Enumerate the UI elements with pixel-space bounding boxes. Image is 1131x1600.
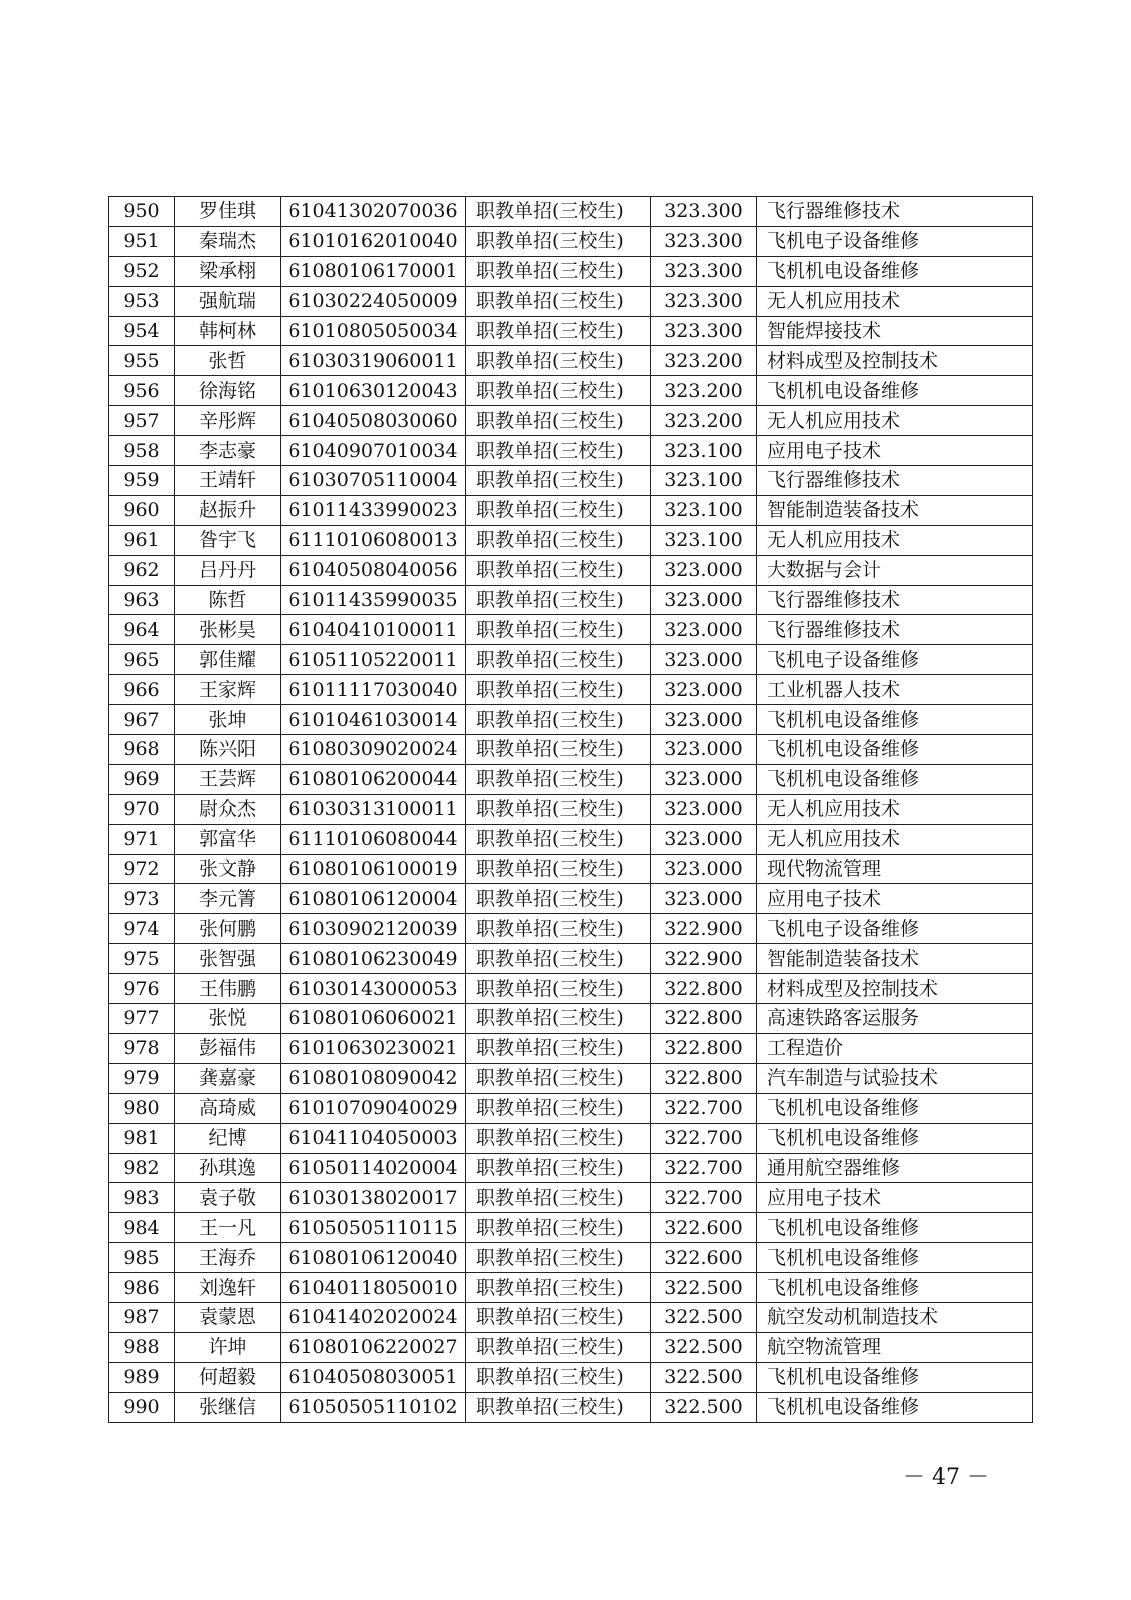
admission-type-cell: 职教单招(三校生) xyxy=(466,256,651,286)
exam-id-cell: 61010805050034 xyxy=(281,316,466,346)
student-name-cell: 李元箐 xyxy=(175,884,281,914)
score-cell: 323.000 xyxy=(651,764,757,794)
major-cell: 应用电子技术 xyxy=(757,1183,1033,1213)
exam-id-cell: 61010709040029 xyxy=(281,1093,466,1123)
score-cell: 323.300 xyxy=(651,197,757,227)
table-row xyxy=(109,525,1033,555)
score-cell: 323.200 xyxy=(651,406,757,436)
score-cell: 323.300 xyxy=(651,226,757,256)
exam-id-cell: 61040508040056 xyxy=(281,555,466,585)
student-name-cell: 郭富华 xyxy=(175,824,281,854)
admission-type-cell: 职教单招(三校生) xyxy=(466,1183,651,1213)
score-cell: 322.700 xyxy=(651,1093,757,1123)
student-name-cell: 袁子敬 xyxy=(175,1183,281,1213)
table-row xyxy=(109,585,1033,615)
table-row xyxy=(109,316,1033,346)
row-number-cell: 969 xyxy=(109,764,175,794)
table-row xyxy=(109,1332,1033,1362)
exam-id-cell: 61011117030040 xyxy=(281,675,466,705)
exam-id-cell: 61041302070036 xyxy=(281,197,466,227)
table-row xyxy=(109,735,1033,765)
admission-type-cell: 职教单招(三校生) xyxy=(466,764,651,794)
table-row xyxy=(109,1033,1033,1063)
score-cell: 323.000 xyxy=(651,675,757,705)
table-row xyxy=(109,615,1033,645)
table-row xyxy=(109,1063,1033,1093)
row-number-cell: 953 xyxy=(109,286,175,316)
exam-id-cell: 61030313100011 xyxy=(281,794,466,824)
row-number-cell: 952 xyxy=(109,256,175,286)
score-cell: 323.000 xyxy=(651,705,757,735)
student-name-cell: 罗佳琪 xyxy=(175,197,281,227)
student-name-cell: 张彬昊 xyxy=(175,615,281,645)
admission-type-cell: 职教单招(三校生) xyxy=(466,346,651,376)
table-row xyxy=(109,1392,1033,1422)
admission-type-cell: 职教单招(三校生) xyxy=(466,1362,651,1392)
table-row xyxy=(109,197,1033,227)
table-row xyxy=(109,1273,1033,1303)
student-name-cell: 王海乔 xyxy=(175,1243,281,1273)
admission-type-cell: 职教单招(三校生) xyxy=(466,585,651,615)
table-row xyxy=(109,1004,1033,1034)
row-number-cell: 960 xyxy=(109,495,175,525)
admission-type-cell: 职教单招(三校生) xyxy=(466,675,651,705)
major-cell: 工业机器人技术 xyxy=(757,675,1033,705)
row-number-cell: 958 xyxy=(109,436,175,466)
row-number-cell: 968 xyxy=(109,735,175,765)
exam-id-cell: 61051105220011 xyxy=(281,645,466,675)
exam-id-cell: 61080106220027 xyxy=(281,1332,466,1362)
student-name-cell: 纪博 xyxy=(175,1123,281,1153)
exam-id-cell: 61080106230049 xyxy=(281,944,466,974)
admission-type-cell: 职教单招(三校生) xyxy=(466,1004,651,1034)
student-name-cell: 王伟鹏 xyxy=(175,974,281,1004)
row-number-cell: 971 xyxy=(109,824,175,854)
admission-type-cell: 职教单招(三校生) xyxy=(466,495,651,525)
table-row xyxy=(109,226,1033,256)
major-cell: 飞机电子设备维修 xyxy=(757,645,1033,675)
score-cell: 323.200 xyxy=(651,376,757,406)
table-row xyxy=(109,914,1033,944)
major-cell: 飞机机电设备维修 xyxy=(757,1213,1033,1243)
table-row xyxy=(109,256,1033,286)
row-number-cell: 961 xyxy=(109,525,175,555)
major-cell: 飞行器维修技术 xyxy=(757,466,1033,496)
row-number-cell: 985 xyxy=(109,1243,175,1273)
admission-type-cell: 职教单招(三校生) xyxy=(466,705,651,735)
score-cell: 323.000 xyxy=(651,884,757,914)
student-name-cell: 张坤 xyxy=(175,705,281,735)
exam-id-cell: 61011435990035 xyxy=(281,585,466,615)
student-name-cell: 刘逸轩 xyxy=(175,1273,281,1303)
major-cell: 材料成型及控制技术 xyxy=(757,346,1033,376)
row-number-cell: 987 xyxy=(109,1302,175,1332)
student-name-cell: 何超毅 xyxy=(175,1362,281,1392)
student-name-cell: 秦瑞杰 xyxy=(175,226,281,256)
row-number-cell: 962 xyxy=(109,555,175,585)
score-cell: 322.500 xyxy=(651,1302,757,1332)
major-cell: 飞机机电设备维修 xyxy=(757,1392,1033,1422)
table-row xyxy=(109,645,1033,675)
admission-type-cell: 职教单招(三校生) xyxy=(466,1153,651,1183)
table-row xyxy=(109,495,1033,525)
major-cell: 材料成型及控制技术 xyxy=(757,974,1033,1004)
major-cell: 无人机应用技术 xyxy=(757,794,1033,824)
table-row xyxy=(109,466,1033,496)
major-cell: 智能制造装备技术 xyxy=(757,944,1033,974)
student-name-cell: 王家辉 xyxy=(175,675,281,705)
admission-type-cell: 职教单招(三校生) xyxy=(466,794,651,824)
major-cell: 航空物流管理 xyxy=(757,1332,1033,1362)
major-cell: 飞机机电设备维修 xyxy=(757,705,1033,735)
student-name-cell: 陈哲 xyxy=(175,585,281,615)
admission-type-cell: 职教单招(三校生) xyxy=(466,974,651,1004)
exam-id-cell: 61030138020017 xyxy=(281,1183,466,1213)
table-row xyxy=(109,854,1033,884)
row-number-cell: 951 xyxy=(109,226,175,256)
admission-type-cell: 职教单招(三校生) xyxy=(466,914,651,944)
exam-id-cell: 61080106120004 xyxy=(281,884,466,914)
row-number-cell: 989 xyxy=(109,1362,175,1392)
major-cell: 飞机电子设备维修 xyxy=(757,914,1033,944)
score-cell: 323.000 xyxy=(651,854,757,884)
score-cell: 322.500 xyxy=(651,1332,757,1362)
student-name-cell: 韩柯林 xyxy=(175,316,281,346)
row-number-cell: 982 xyxy=(109,1153,175,1183)
student-name-cell: 李志豪 xyxy=(175,436,281,466)
admission-type-cell: 职教单招(三校生) xyxy=(466,884,651,914)
row-number-cell: 990 xyxy=(109,1392,175,1422)
major-cell: 航空发动机制造技术 xyxy=(757,1302,1033,1332)
admission-type-cell: 职教单招(三校生) xyxy=(466,1123,651,1153)
major-cell: 飞机机电设备维修 xyxy=(757,1243,1033,1273)
row-number-cell: 966 xyxy=(109,675,175,705)
exam-id-cell: 61030705110004 xyxy=(281,466,466,496)
student-name-cell: 尉众杰 xyxy=(175,794,281,824)
admission-type-cell: 职教单招(三校生) xyxy=(466,1243,651,1273)
student-name-cell: 王芸辉 xyxy=(175,764,281,794)
exam-id-cell: 61080108090042 xyxy=(281,1063,466,1093)
table-row xyxy=(109,1302,1033,1332)
student-name-cell: 彭福伟 xyxy=(175,1033,281,1063)
major-cell: 工程造价 xyxy=(757,1033,1033,1063)
admission-type-cell: 职教单招(三校生) xyxy=(466,376,651,406)
exam-id-cell: 61030143000053 xyxy=(281,974,466,1004)
admission-type-cell: 职教单招(三校生) xyxy=(466,525,651,555)
row-number-cell: 957 xyxy=(109,406,175,436)
row-number-cell: 983 xyxy=(109,1183,175,1213)
score-cell: 322.700 xyxy=(651,1153,757,1183)
score-cell: 322.500 xyxy=(651,1392,757,1422)
row-number-cell: 979 xyxy=(109,1063,175,1093)
major-cell: 飞行器维修技术 xyxy=(757,197,1033,227)
row-number-cell: 955 xyxy=(109,346,175,376)
table-row xyxy=(109,436,1033,466)
student-name-cell: 张文静 xyxy=(175,854,281,884)
row-number-cell: 954 xyxy=(109,316,175,346)
row-number-cell: 959 xyxy=(109,466,175,496)
admission-type-cell: 职教单招(三校生) xyxy=(466,406,651,436)
table-row xyxy=(109,286,1033,316)
score-cell: 322.600 xyxy=(651,1243,757,1273)
table-row xyxy=(109,764,1033,794)
exam-id-cell: 61050114020004 xyxy=(281,1153,466,1183)
student-name-cell: 徐海铭 xyxy=(175,376,281,406)
major-cell: 大数据与会计 xyxy=(757,555,1033,585)
student-name-cell: 吕丹丹 xyxy=(175,555,281,585)
page-number: － 47 － xyxy=(903,1465,989,1490)
row-number-cell: 956 xyxy=(109,376,175,406)
major-cell: 无人机应用技术 xyxy=(757,824,1033,854)
admission-type-cell: 职教单招(三校生) xyxy=(466,1033,651,1063)
row-number-cell: 973 xyxy=(109,884,175,914)
major-cell: 现代物流管理 xyxy=(757,854,1033,884)
table-row xyxy=(109,1093,1033,1123)
major-cell: 智能焊接技术 xyxy=(757,316,1033,346)
exam-id-cell: 61010461030014 xyxy=(281,705,466,735)
exam-id-cell: 61030224050009 xyxy=(281,286,466,316)
major-cell: 通用航空器维修 xyxy=(757,1153,1033,1183)
student-name-cell: 高琦威 xyxy=(175,1093,281,1123)
admission-type-cell: 职教单招(三校生) xyxy=(466,735,651,765)
major-cell: 飞机机电设备维修 xyxy=(757,1362,1033,1392)
score-cell: 323.300 xyxy=(651,256,757,286)
table-row xyxy=(109,376,1033,406)
exam-id-cell: 61041104050003 xyxy=(281,1123,466,1153)
score-cell: 323.200 xyxy=(651,346,757,376)
student-name-cell: 张悦 xyxy=(175,1004,281,1034)
admission-type-cell: 职教单招(三校生) xyxy=(466,555,651,585)
row-number-cell: 965 xyxy=(109,645,175,675)
admission-type-cell: 职教单招(三校生) xyxy=(466,1213,651,1243)
admission-type-cell: 职教单招(三校生) xyxy=(466,944,651,974)
student-name-cell: 昝宇飞 xyxy=(175,525,281,555)
score-cell: 322.800 xyxy=(651,974,757,1004)
exam-id-cell: 61080106200044 xyxy=(281,764,466,794)
score-cell: 322.900 xyxy=(651,914,757,944)
admission-type-cell: 职教单招(三校生) xyxy=(466,466,651,496)
student-name-cell: 郭佳耀 xyxy=(175,645,281,675)
student-name-cell: 张智强 xyxy=(175,944,281,974)
score-cell: 323.000 xyxy=(651,824,757,854)
score-cell: 323.000 xyxy=(651,555,757,585)
score-cell: 323.000 xyxy=(651,645,757,675)
admission-type-cell: 职教单招(三校生) xyxy=(466,1063,651,1093)
student-name-cell: 张哲 xyxy=(175,346,281,376)
row-number-cell: 970 xyxy=(109,794,175,824)
exam-id-cell: 61030319060011 xyxy=(281,346,466,376)
table-row xyxy=(109,406,1033,436)
table-row xyxy=(109,824,1033,854)
score-cell: 323.000 xyxy=(651,585,757,615)
table-row xyxy=(109,794,1033,824)
exam-id-cell: 61040907010034 xyxy=(281,436,466,466)
exam-id-cell: 61010162010040 xyxy=(281,226,466,256)
row-number-cell: 986 xyxy=(109,1273,175,1303)
student-name-cell: 强航瑞 xyxy=(175,286,281,316)
exam-id-cell: 61080106060021 xyxy=(281,1004,466,1034)
exam-id-cell: 61010630120043 xyxy=(281,376,466,406)
student-name-cell: 袁蒙恩 xyxy=(175,1302,281,1332)
student-name-cell: 梁承栩 xyxy=(175,256,281,286)
admission-type-cell: 职教单招(三校生) xyxy=(466,1273,651,1303)
major-cell: 飞机机电设备维修 xyxy=(757,1093,1033,1123)
row-number-cell: 981 xyxy=(109,1123,175,1153)
score-cell: 322.800 xyxy=(651,1063,757,1093)
score-cell: 323.000 xyxy=(651,735,757,765)
admission-type-cell: 职教单招(三校生) xyxy=(466,197,651,227)
exam-id-cell: 61040118050010 xyxy=(281,1273,466,1303)
major-cell: 智能制造装备技术 xyxy=(757,495,1033,525)
exam-id-cell: 61110106080044 xyxy=(281,824,466,854)
row-number-cell: 980 xyxy=(109,1093,175,1123)
table-row xyxy=(109,1213,1033,1243)
table-row xyxy=(109,1362,1033,1392)
row-number-cell: 974 xyxy=(109,914,175,944)
student-name-cell: 王一凡 xyxy=(175,1213,281,1243)
row-number-cell: 977 xyxy=(109,1004,175,1034)
score-cell: 323.100 xyxy=(651,466,757,496)
student-name-cell: 赵振升 xyxy=(175,495,281,525)
exam-id-cell: 61030902120039 xyxy=(281,914,466,944)
exam-id-cell: 61050505110102 xyxy=(281,1392,466,1422)
exam-id-cell: 61080106170001 xyxy=(281,256,466,286)
admission-type-cell: 职教单招(三校生) xyxy=(466,645,651,675)
row-number-cell: 988 xyxy=(109,1332,175,1362)
row-number-cell: 978 xyxy=(109,1033,175,1063)
score-cell: 322.500 xyxy=(651,1273,757,1303)
major-cell: 飞机机电设备维修 xyxy=(757,764,1033,794)
row-number-cell: 972 xyxy=(109,854,175,884)
score-cell: 322.700 xyxy=(651,1183,757,1213)
admission-type-cell: 职教单招(三校生) xyxy=(466,1302,651,1332)
exam-id-cell: 61011433990023 xyxy=(281,495,466,525)
major-cell: 飞机机电设备维修 xyxy=(757,376,1033,406)
row-number-cell: 976 xyxy=(109,974,175,1004)
score-cell: 322.600 xyxy=(651,1213,757,1243)
major-cell: 飞行器维修技术 xyxy=(757,585,1033,615)
score-cell: 323.100 xyxy=(651,495,757,525)
exam-id-cell: 61041402020024 xyxy=(281,1302,466,1332)
row-number-cell: 964 xyxy=(109,615,175,645)
major-cell: 应用电子技术 xyxy=(757,436,1033,466)
score-cell: 323.100 xyxy=(651,436,757,466)
row-number-cell: 963 xyxy=(109,585,175,615)
table-row xyxy=(109,1153,1033,1183)
table-row xyxy=(109,1183,1033,1213)
score-cell: 323.300 xyxy=(651,316,757,346)
major-cell: 高速铁路客运服务 xyxy=(757,1004,1033,1034)
student-name-cell: 张何鹏 xyxy=(175,914,281,944)
admission-type-cell: 职教单招(三校生) xyxy=(466,824,651,854)
admission-type-cell: 职教单招(三校生) xyxy=(466,1392,651,1422)
student-name-cell: 许坤 xyxy=(175,1332,281,1362)
score-cell: 323.100 xyxy=(651,525,757,555)
score-cell: 322.800 xyxy=(651,1033,757,1063)
student-name-cell: 龚嘉豪 xyxy=(175,1063,281,1093)
admission-list-table xyxy=(108,196,1033,1423)
major-cell: 飞机机电设备维修 xyxy=(757,735,1033,765)
score-cell: 323.300 xyxy=(651,286,757,316)
major-cell: 无人机应用技术 xyxy=(757,406,1033,436)
admission-type-cell: 职教单招(三校生) xyxy=(466,436,651,466)
major-cell: 飞行器维修技术 xyxy=(757,615,1033,645)
admission-type-cell: 职教单招(三校生) xyxy=(466,615,651,645)
table-row xyxy=(109,974,1033,1004)
exam-id-cell: 61040508030060 xyxy=(281,406,466,436)
major-cell: 应用电子技术 xyxy=(757,884,1033,914)
exam-id-cell: 61080106100019 xyxy=(281,854,466,884)
table-row xyxy=(109,884,1033,914)
student-name-cell: 张继信 xyxy=(175,1392,281,1422)
admission-type-cell: 职教单招(三校生) xyxy=(466,286,651,316)
major-cell: 汽车制造与试验技术 xyxy=(757,1063,1033,1093)
table-row xyxy=(109,555,1033,585)
score-cell: 322.900 xyxy=(651,944,757,974)
admission-type-cell: 职教单招(三校生) xyxy=(466,226,651,256)
exam-id-cell: 61080106120040 xyxy=(281,1243,466,1273)
score-cell: 322.500 xyxy=(651,1362,757,1392)
score-cell: 323.000 xyxy=(651,794,757,824)
student-name-cell: 辛彤辉 xyxy=(175,406,281,436)
admission-type-cell: 职教单招(三校生) xyxy=(466,1093,651,1123)
row-number-cell: 967 xyxy=(109,705,175,735)
admission-type-cell: 职教单招(三校生) xyxy=(466,1332,651,1362)
score-cell: 322.700 xyxy=(651,1123,757,1153)
score-cell: 323.000 xyxy=(651,615,757,645)
exam-id-cell: 61110106080013 xyxy=(281,525,466,555)
student-name-cell: 陈兴阳 xyxy=(175,735,281,765)
major-cell: 飞机机电设备维修 xyxy=(757,1123,1033,1153)
table-row xyxy=(109,1123,1033,1153)
table-row xyxy=(109,346,1033,376)
exam-id-cell: 61040508030051 xyxy=(281,1362,466,1392)
student-name-cell: 王靖轩 xyxy=(175,466,281,496)
score-cell: 322.800 xyxy=(651,1004,757,1034)
exam-id-cell: 61040410100011 xyxy=(281,615,466,645)
major-cell: 飞机机电设备维修 xyxy=(757,1273,1033,1303)
exam-id-cell: 61010630230021 xyxy=(281,1033,466,1063)
table-row xyxy=(109,705,1033,735)
admission-type-cell: 职教单招(三校生) xyxy=(466,316,651,346)
row-number-cell: 984 xyxy=(109,1213,175,1243)
table-row xyxy=(109,1243,1033,1273)
exam-id-cell: 61080309020024 xyxy=(281,735,466,765)
major-cell: 无人机应用技术 xyxy=(757,525,1033,555)
major-cell: 无人机应用技术 xyxy=(757,286,1033,316)
table-row xyxy=(109,675,1033,705)
student-name-cell: 孙琪逸 xyxy=(175,1153,281,1183)
row-number-cell: 975 xyxy=(109,944,175,974)
admission-type-cell: 职教单招(三校生) xyxy=(466,854,651,884)
table-row xyxy=(109,944,1033,974)
table-body xyxy=(109,197,1033,1423)
exam-id-cell: 61050505110115 xyxy=(281,1213,466,1243)
row-number-cell: 950 xyxy=(109,197,175,227)
major-cell: 飞机机电设备维修 xyxy=(757,256,1033,286)
major-cell: 飞机电子设备维修 xyxy=(757,226,1033,256)
